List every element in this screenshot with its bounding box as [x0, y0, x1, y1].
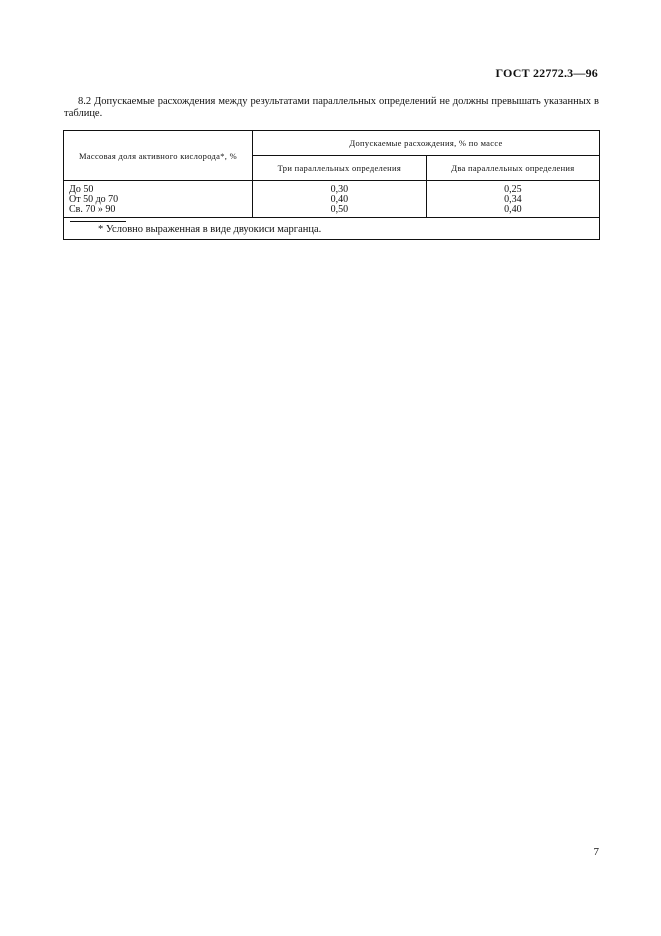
three-determinations-value: 0,50 [330, 204, 349, 215]
tolerance-table [63, 130, 600, 240]
two-determinations-cell [426, 181, 599, 218]
range-value: От 50 до 70 [69, 194, 119, 205]
three-determinations-value: 0,40 [330, 194, 349, 205]
two-determinations-value: 0,25 [504, 184, 522, 195]
two-determinations-value: 0,34 [504, 194, 522, 205]
range-value: До 50 [69, 184, 94, 195]
three-determinations-cell [253, 181, 427, 218]
column-header-three-determinations: Три параллельных определения [253, 156, 427, 181]
standard-designation: ГОСТ 22772.3—96 [495, 66, 598, 80]
table-data-block [64, 181, 599, 218]
two-determinations-value: 0,40 [504, 204, 522, 215]
table-footnote: * Условно выраженная в виде двуокиси марганца. [98, 224, 322, 235]
range-value: Св. 70 » 90 [69, 204, 116, 215]
clause-8-2-paragraph: 8.2 Допускаемые расхождения между результатами параллельных определений не должны превышать указанных в таблице. [64, 96, 599, 119]
column-header-active-oxygen: Массовая доля активного кислорода*, % [64, 131, 253, 181]
column-group-header-tolerances: Допускаемые расхождения, % по массе [253, 131, 600, 156]
column-header-two-determinations: Два параллельных определения [426, 156, 599, 181]
table-footnote-cell [64, 218, 599, 240]
three-determinations-value: 0,30 [330, 184, 349, 195]
footnote-divider [70, 221, 126, 222]
range-cell [64, 181, 253, 218]
page-number: 7 [593, 846, 599, 858]
